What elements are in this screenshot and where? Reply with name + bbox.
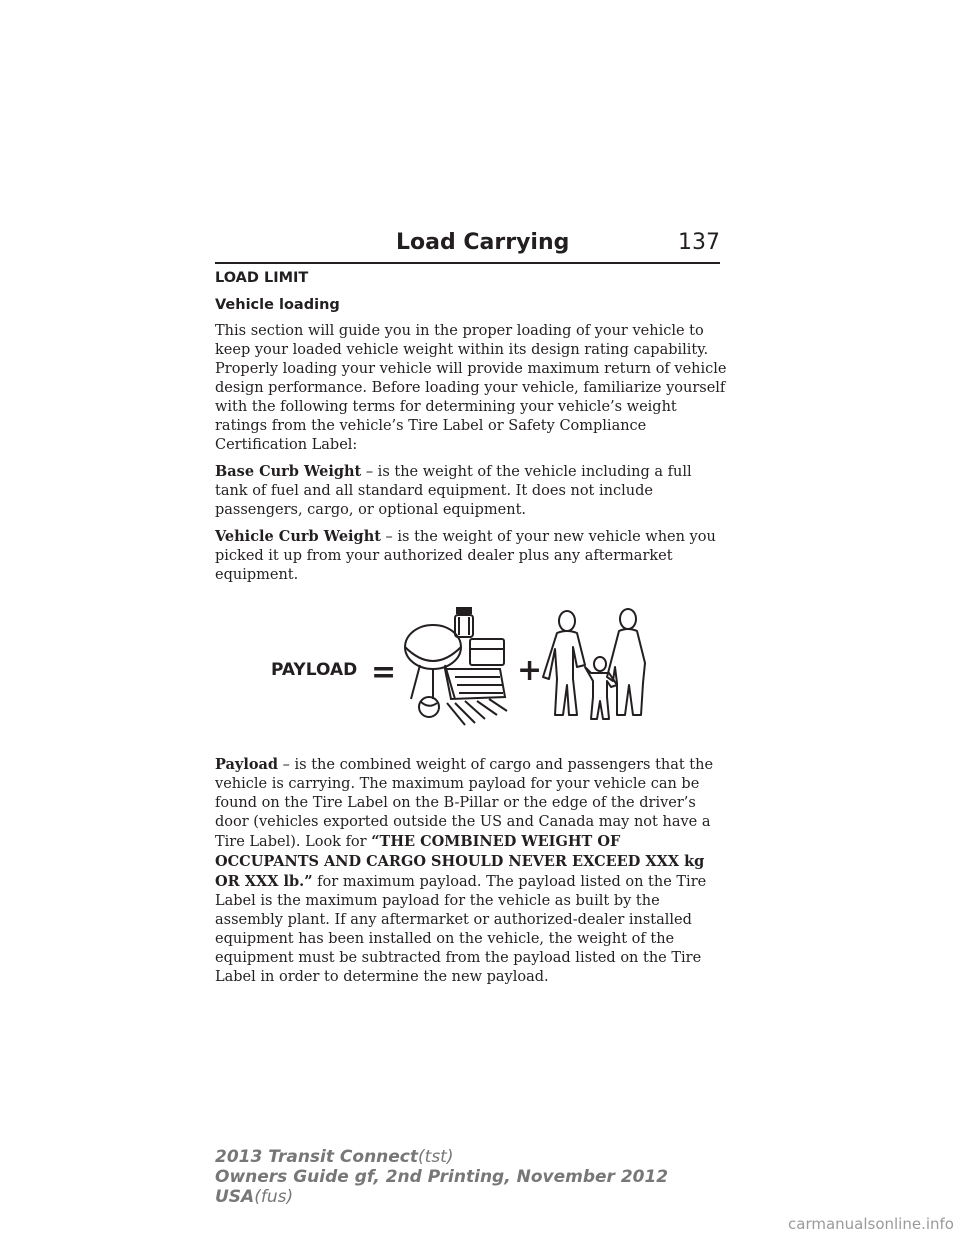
vehicle-curb-term: Vehicle Curb Weight <box>215 528 381 545</box>
equals-sign: = <box>371 655 397 690</box>
payload-text-1: – is the combined weight of cargo and passengers that the vehicle is carrying. The maximum payload for your vehicle can be found on the Tire Label on the B-Pillar or the edge of the driver’s door (vehicles exported outside the US and Canada may not have a Tire Label). Look for <box>215 757 714 850</box>
passengers-icon <box>543 609 645 719</box>
payload-label: PAYLOAD <box>271 660 358 680</box>
payload-quote: “THE COMBINED WEIGHT OF OCCUPANTS AND CARGO SHOULD NEVER EXCEED XXX kg OR XXX lb.” <box>215 833 705 890</box>
footer-model: 2013 Transit Connect <box>215 1147 419 1167</box>
base-curb-text: – is the weight of the vehicle including a full tank of fuel and all standard equipment. It does not include passengers, cargo, or optional equipment. <box>215 464 692 518</box>
page-number: 137 <box>678 230 720 255</box>
payload-text-2: for maximum payload. The payload listed on the Tire Label is the maximum payload for the vehicle as built by the assembly plant. If any aftermarket or authorized-dealer installed equipment has been installed on the vehicle, the weight of the equipment must be subtracted from the payload listed on the Tire Label in order to determine the new payload. <box>215 874 707 985</box>
subheading: Vehicle loading <box>215 297 340 313</box>
footer-model-code: (tst) <box>418 1147 454 1167</box>
base-curb-paragraph <box>215 462 727 520</box>
footer-line-2 <box>215 1167 668 1187</box>
payload-figure-graphic <box>215 607 727 733</box>
chapter-title: Load Carrying <box>396 230 570 255</box>
vehicle-curb-text: – is the weight of your new vehicle when you picked it up from your authorized dealer plus any aftermarket equipment. <box>215 529 716 583</box>
intro-paragraph: This section will guide you in the proper loading of your vehicle to keep your loaded vehicle weight within its design rating capability. Properly loading your vehicle will provide maximum return of vehicle design performance. Before loading your vehicle, familiarize yourself with the following terms for determining your vehicle’s weight ratings from the vehicle’s Tire Label or Safety Compliance Certification Label: <box>215 323 727 453</box>
footer-market: USA <box>215 1187 255 1207</box>
payload-term: Payload <box>215 756 279 773</box>
footer-market-code: (fus) <box>254 1187 294 1207</box>
footer-line-1 <box>215 1147 668 1167</box>
footer-line-3 <box>215 1187 668 1207</box>
page-content <box>215 270 727 994</box>
page-header <box>215 226 720 264</box>
base-curb-term: Base Curb Weight <box>215 463 362 480</box>
vehicle-curb-paragraph <box>215 527 727 585</box>
footer-guide: Owners Guide gf, 2nd Printing, November 2012 <box>215 1167 669 1187</box>
payload-illustration <box>215 607 727 733</box>
plus-sign: + <box>517 653 543 688</box>
section-heading: LOAD LIMIT <box>215 270 309 286</box>
cargo-icon <box>405 607 507 725</box>
payload-paragraph <box>215 755 727 987</box>
document-footer <box>215 1147 668 1207</box>
watermark: carmanualsonline.info <box>788 1215 954 1233</box>
